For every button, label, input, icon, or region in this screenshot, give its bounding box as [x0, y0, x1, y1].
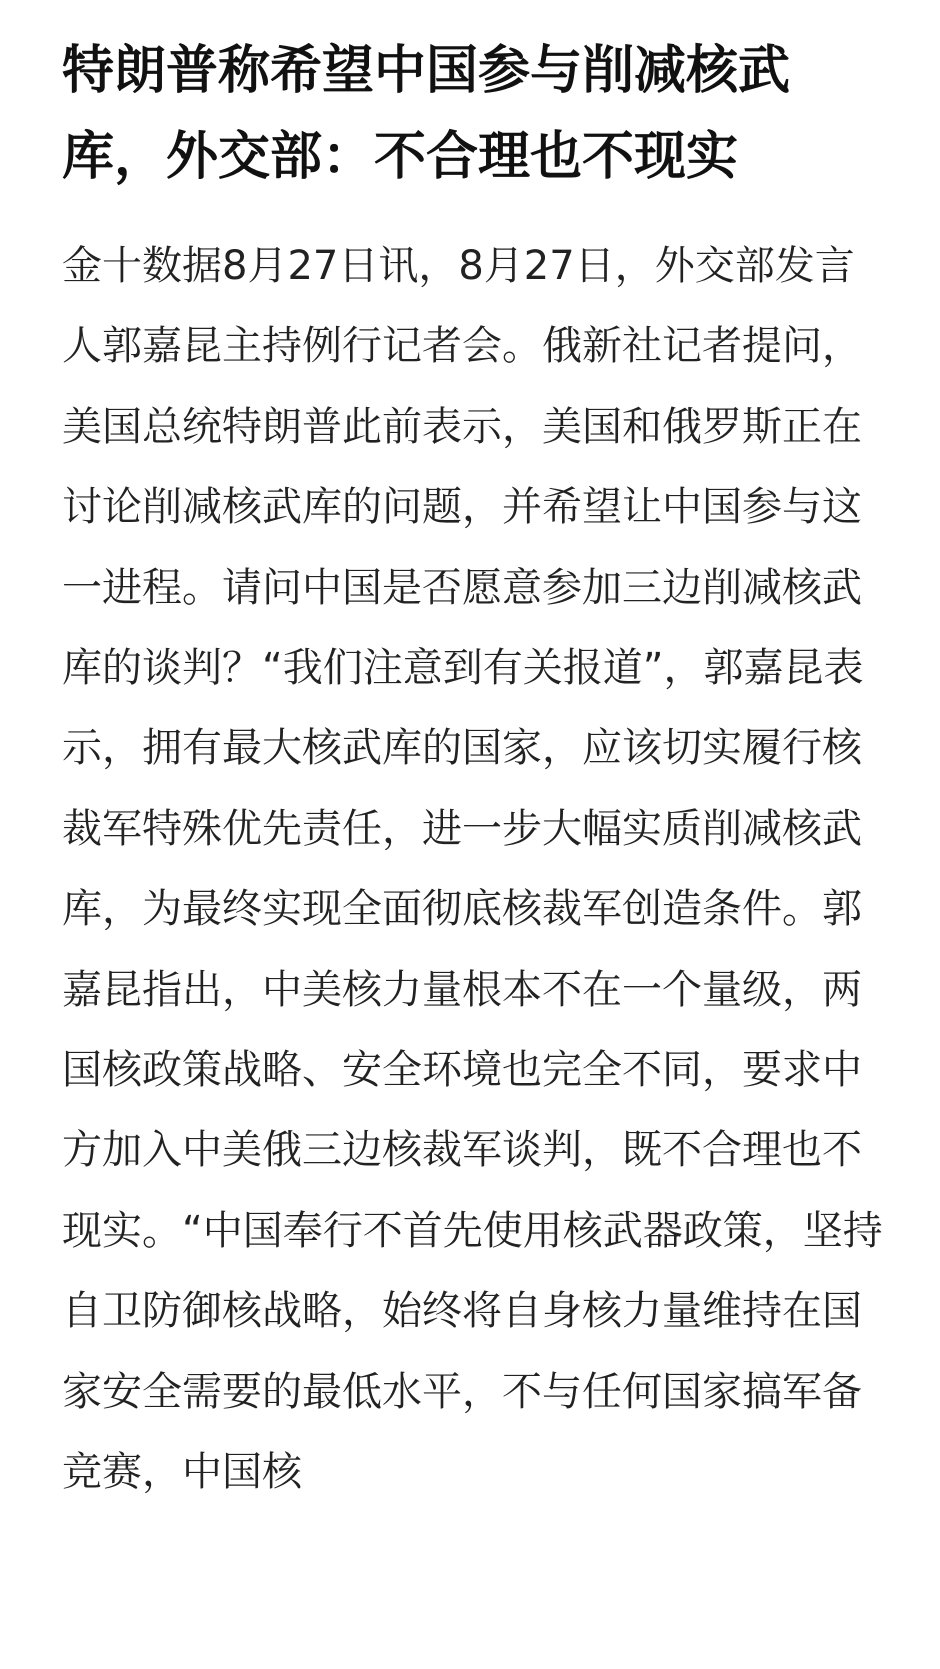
- article-body: 金十数据8月27日讯，8月27日，外交部发言人郭嘉昆主持例行记者会。俄新社记者提问，美国总统特朗普此前表示，美国和俄罗斯正在讨论削减核武库的问题，并希望让中国参与这一进程。请问中国是否愿意参加三边削减核武库的谈判？“我们注意到有关报道”，郭嘉昆表示，拥有最大核武库的国家，应该切实履行核裁军特殊优先责任，进一步大幅实质削减核武库，为最终实现全面彻底核裁军创造条件。郭嘉昆指出，中美核力量根本不在一个量级，两国核政策战略、安全环境也完全不同，要求中方加入中美俄三边核裁军谈判，既不合理也不现实。“中国奉行不首先使用核武器政策，坚持自卫防御核战略，始终将自身核力量维持在国家安全需要的最低水平，不与任何国家搞军备竞赛，中国核: [62, 243, 883, 1496]
- article-headline: 特朗普称希望中国参与削减核武库，外交部：不合理也不现实: [62, 40, 791, 187]
